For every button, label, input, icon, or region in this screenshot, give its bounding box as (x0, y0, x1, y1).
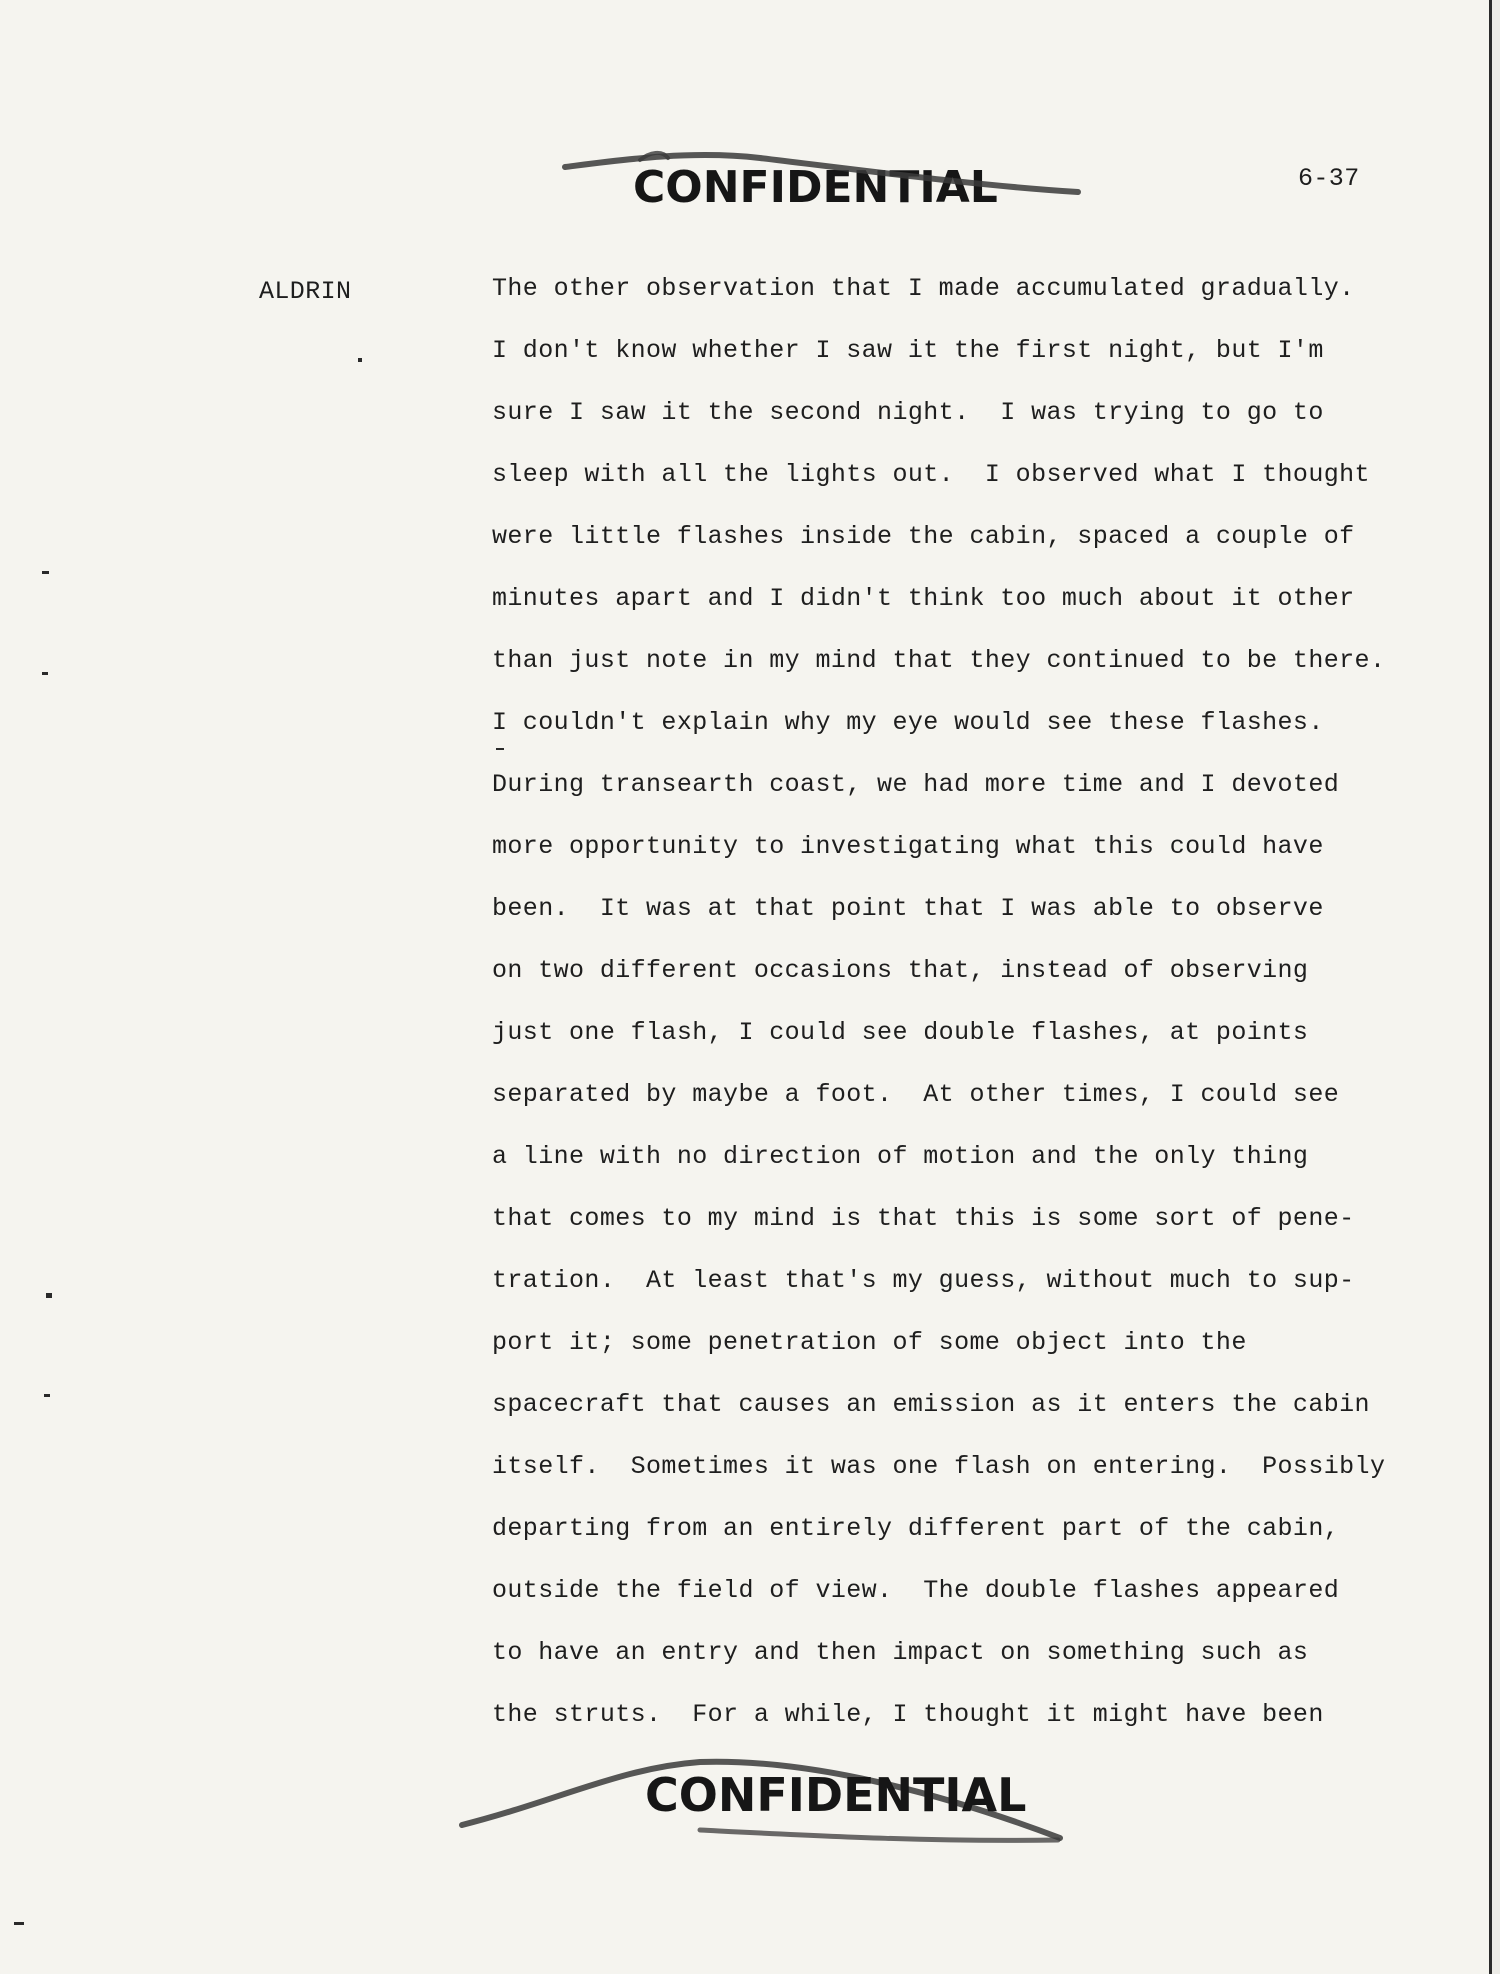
text-line: that comes to my mind is that this is some sort of pene- (492, 1204, 1355, 1233)
text-line: minutes apart and I didn't think too much about it other (492, 584, 1355, 613)
text-line: sure I saw it the second night. I was trying to go to (492, 398, 1324, 427)
text-line: spacecraft that causes an emission as it enters the cabin (492, 1390, 1370, 1419)
margin-mark (46, 1293, 52, 1298)
text-line: I couldn't explain why my eye would see these flashes. (492, 708, 1324, 737)
text-line: outside the field of view. The double flashes appeared (492, 1576, 1340, 1605)
page-number: 6-37 (1298, 164, 1360, 193)
classification-stamp-top: CONFIDENTIAL (633, 162, 998, 213)
text-line: more opportunity to investigating what this could have (492, 832, 1324, 861)
text-line: During transearth coast, we had more time and I devoted (492, 770, 1340, 799)
classification-stamp-bottom: CONFIDENTIAL (645, 1768, 1027, 1822)
text-line: than just note in my mind that they continued to be there. (492, 646, 1386, 675)
text-line: were little flashes inside the cabin, spaced a couple of (492, 522, 1355, 551)
text-line: been. It was at that point that I was able to observe (492, 894, 1324, 923)
text-line: just one flash, I could see double flashes, at points (492, 1018, 1309, 1047)
speaker-label: ALDRIN (259, 277, 352, 306)
text-line: on two different occasions that, instead of observing (492, 956, 1309, 985)
text-line: the struts. For a while, I thought it might have been (492, 1700, 1324, 1729)
text-line: port it; some penetration of some object into the (492, 1328, 1247, 1357)
text-line: The other observation that I made accumulated gradually. (492, 274, 1355, 303)
margin-mark (358, 358, 362, 362)
text-line: tration. At least that's my guess, without much to sup- (492, 1266, 1355, 1295)
text-line: I don't know whether I saw it the first night, but I'm (492, 336, 1324, 365)
strike-bottom-underline (700, 1830, 1058, 1840)
text-line: sleep with all the lights out. I observed what I thought (492, 460, 1370, 489)
transcript-text (492, 268, 1412, 1756)
margin-mark (496, 748, 504, 750)
margin-mark (44, 1394, 50, 1397)
text-line: a line with no direction of motion and the only thing (492, 1142, 1309, 1171)
text-line: itself. Sometimes it was one flash on entering. Possibly (492, 1452, 1386, 1481)
margin-mark (14, 1922, 24, 1925)
text-line: separated by maybe a foot. At other times, I could see (492, 1080, 1340, 1109)
text-line: to have an entry and then impact on something such as (492, 1638, 1309, 1667)
text-line: departing from an entirely different part of the cabin, (492, 1514, 1340, 1543)
margin-mark (42, 571, 49, 574)
margin-mark (42, 672, 48, 675)
